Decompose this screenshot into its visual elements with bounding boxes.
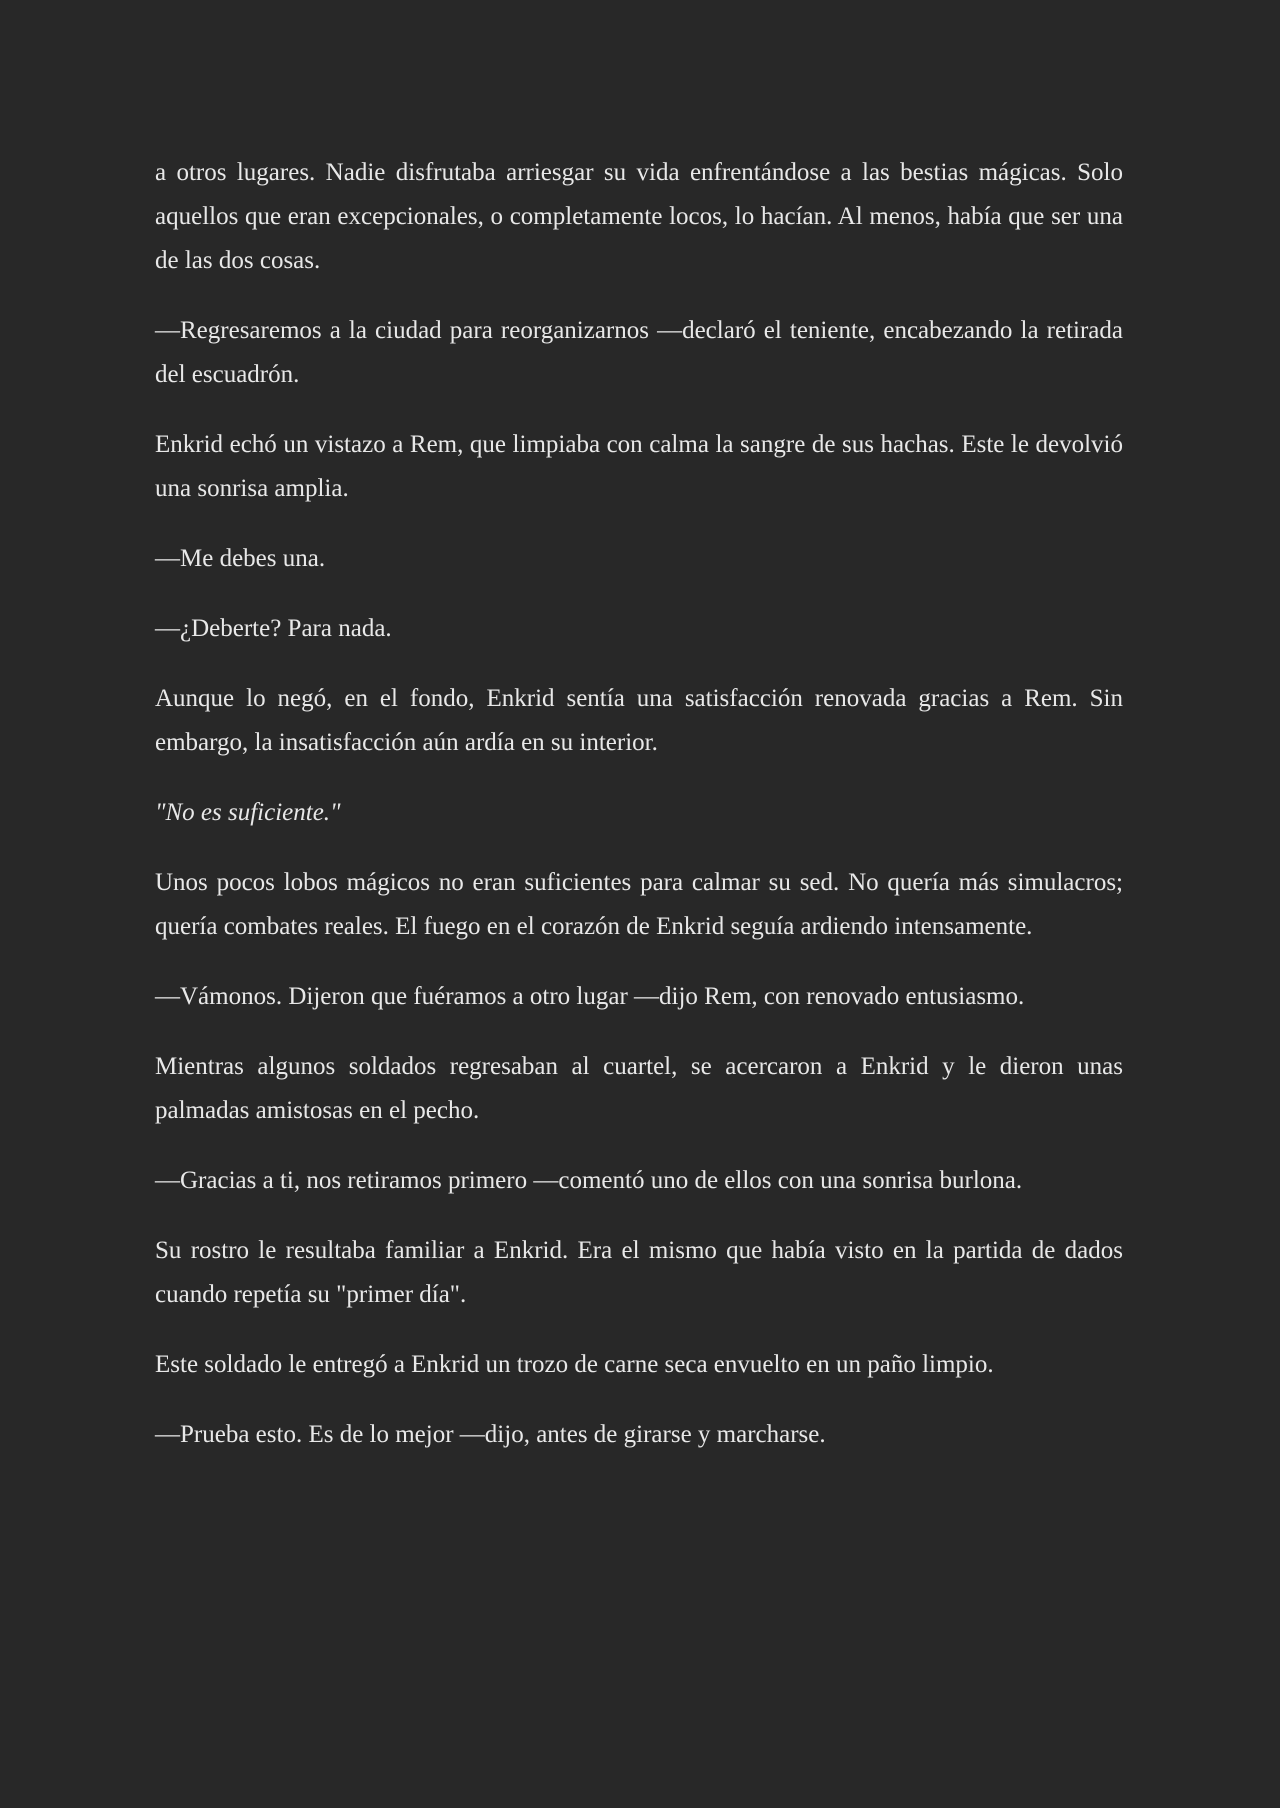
paragraph: Mientras algunos soldados regresaban al cuartel, se acercaron a Enkrid y le dieron unas palmadas amistosas en el pecho. [155,1053,1123,1124]
paragraph: Aunque lo negó, en el fondo, Enkrid sentía una satisfacción renovada gracias a Rem. Sin embargo, la insatisfacción aún ardía en su interior. [155,685,1123,756]
paragraph: —Vámonos. Dijeron que fuéramos a otro lugar —dijo Rem, con renovado entusiasmo. [155,983,1025,1010]
paragraph: —Regresaremos a la ciudad para reorganizarnos —declaró el teniente, encabezando la retirada del escuadrón. [155,317,1123,388]
paragraph: —Gracias a ti, nos retiramos primero —comentó uno de ellos con una sonrisa burlona. [155,1167,1023,1194]
paragraph: —Prueba esto. Es de lo mejor —dijo, antes de girarse y marcharse. [155,1421,826,1448]
paragraph: —¿Deberte? Para nada. [155,615,392,642]
paragraph-thought: "No es suficiente." [155,799,341,826]
paragraph: Unos pocos lobos mágicos no eran suficientes para calmar su sed. No quería más simulacros; quería combates reales. El fuego en el corazón de Enkrid seguía ardiendo intensamente. [155,869,1123,940]
paragraph: Este soldado le entregó a Enkrid un trozo de carne seca envuelto en un paño limpio. [155,1351,994,1378]
paragraph: —Me debes una. [155,545,326,572]
paragraph: Enkrid echó un vistazo a Rem, que limpiaba con calma la sangre de sus hachas. Este le devolvió una sonrisa amplia. [155,431,1123,502]
paragraph: Su rostro le resultaba familiar a Enkrid. Era el mismo que había visto en la partida de dados cuando repetía su "primer día". [155,1237,1123,1308]
chapter-text [155,151,1123,1483]
paragraph: a otros lugares. Nadie disfrutaba arriesgar su vida enfrentándose a las bestias mágicas. Solo aquellos que eran excepcionales, o completamente locos, lo hacían. Al menos, había que ser una de las dos cosas. [155,159,1123,274]
